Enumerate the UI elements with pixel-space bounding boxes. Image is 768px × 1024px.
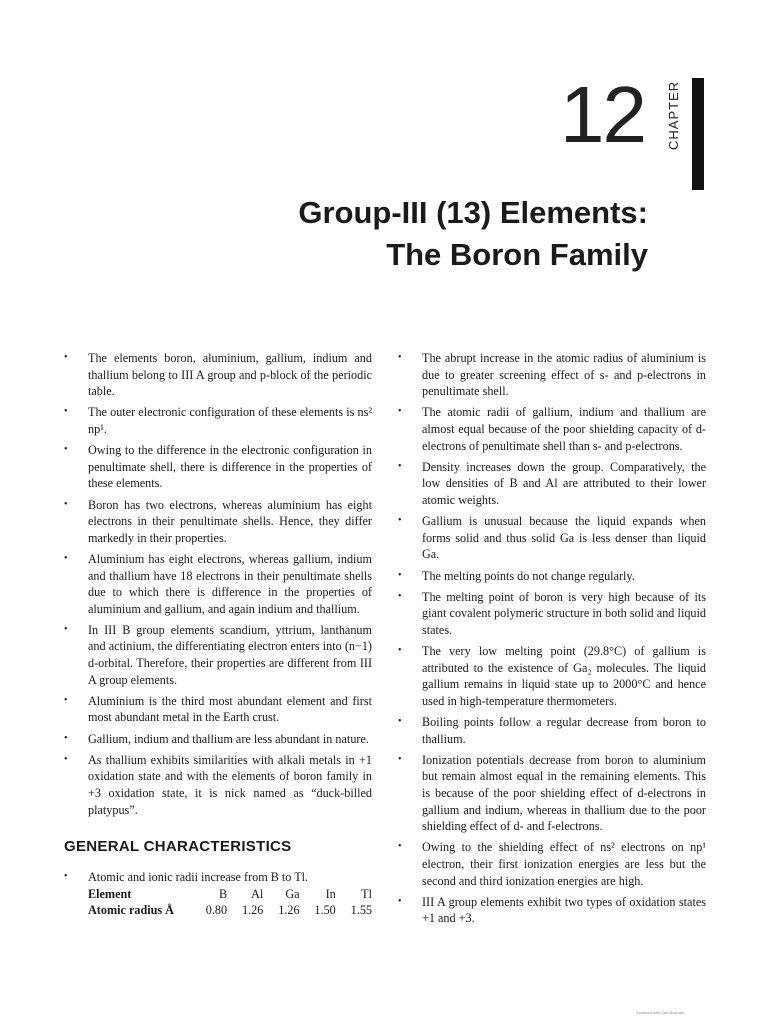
table-cell: B <box>218 886 228 901</box>
table-cell: In <box>325 886 336 901</box>
list-item: • Ionization potentials decrease from boron to aluminium but remain almost equal in the remaining elements. This is because of the poor shielding effect of d-electrons in gallium and indium, whereas in thallium due to the poor shielding effect of d- and f-electrons. <box>398 752 706 835</box>
list-item: • As thallium exhibits similarities with alkali metals in +1 oxidation state and with the elements of boron family in +3 oxidation state, it is nick named as “duck-billed platypus”. <box>64 752 372 818</box>
table-header-label: Element <box>88 886 132 901</box>
list-item: • The melting point of boron is very high because of its giant covalent polymeric structure in both solid and liquid states. <box>398 589 706 639</box>
chapter-title-line-2: The Boron Family <box>386 237 648 272</box>
list-item: • Boiling points follow a regular decrease from boron to thallium. <box>398 714 706 747</box>
list-item: • Aluminium is the third most abundant element and first most abundant metal in the Earth crust. <box>64 693 372 726</box>
list-item: • Aluminium has eight electrons, whereas gallium, indium and thallium have 18 electrons in their penultimate shells due to which there is difference in the properties of aluminium and gallium, and again indium and thallium. <box>64 551 372 617</box>
general-bullet-list <box>64 869 372 886</box>
right-column <box>398 350 706 932</box>
table-row-label: Atomic radius Å <box>88 902 174 917</box>
chapter-label: CHAPTER <box>666 80 681 150</box>
left-bullet-list <box>64 350 372 818</box>
table-cell: 1.26 <box>241 902 264 917</box>
table-cell: 0.80 <box>205 902 228 917</box>
table-cell: Tl <box>361 886 372 901</box>
list-item: • The abrupt increase in the atomic radius of aluminium is due to greater screening effect of s- and p-electrons in penultimate shell. <box>398 350 706 400</box>
chapter-title <box>128 192 648 276</box>
table-cell: 1.55 <box>350 902 372 917</box>
list-item: • Boron has two electrons, whereas aluminium has eight electrons in their penultimate shells. Hence, they differ markedly in their properties. <box>64 497 372 547</box>
list-item: • The atomic radii of gallium, indium and thallium are almost equal because of the poor shielding capacity of d-electrons of penultimate shell than s- and p-electrons. <box>398 404 706 454</box>
list-item: • Atomic and ionic radii increase from B to Tl. <box>64 869 372 886</box>
list-item: • The very low melting point (29.8°C) of gallium is attributed to the existence of Ga₂ molecules. The liquid gallium remains in liquid state up to 2000°C and hence used in high-temperature thermometers. <box>398 643 706 709</box>
list-item: • The melting points do not change regularly. <box>398 568 706 585</box>
table-cell: Ga <box>285 886 300 901</box>
left-column <box>64 350 372 918</box>
list-item: • Gallium is unusual because the liquid expands when forms solid and thus solid Ga is less denser than liquid Ga. <box>398 513 706 563</box>
right-bullet-list <box>398 350 706 927</box>
list-item: • The outer electronic configuration of these elements is ns² np¹. <box>64 404 372 437</box>
list-item: • The elements boron, aluminium, gallium, indium and thallium belong to III A group and p-block of the periodic table. <box>64 350 372 400</box>
scanner-watermark: Scanned with CamScanner <box>636 1010 685 1015</box>
list-item: • In III B group elements scandium, yttrium, lanthanum and actinium, the differentiating electron enters into (n−1) d-orbital. Therefore, their properties are different from III A group elements. <box>64 622 372 688</box>
table-cell: Al <box>251 886 264 901</box>
chapter-title-line-1: Group-III (13) Elements: <box>298 195 648 230</box>
list-item: • Owing to the difference in the electronic configuration in penultimate shell, there is difference in the properties of these elements. <box>64 442 372 492</box>
list-item: • Owing to the shielding effect of ns² electrons on np¹ electron, their first ionization energies are less but the second and third ionization energies are high. <box>398 839 706 889</box>
table-cell: 1.26 <box>278 902 300 917</box>
table-row <box>88 886 372 902</box>
list-item: • III A group elements exhibit two types of oxidation states +1 and +3. <box>398 894 706 927</box>
list-item: • Density increases down the group. Comparatively, the low densities of B and Al are attributed to their lower atomic weights. <box>398 459 706 509</box>
table-row <box>88 902 372 918</box>
section-heading: GENERAL CHARACTERISTICS <box>64 838 292 856</box>
chapter-bar <box>692 78 704 190</box>
atomic-radius-table <box>88 886 372 918</box>
table-cell: 1.50 <box>314 902 336 917</box>
chapter-number: 12 <box>560 70 645 159</box>
list-item: • Gallium, indium and thallium are less abundant in nature. <box>64 731 372 748</box>
